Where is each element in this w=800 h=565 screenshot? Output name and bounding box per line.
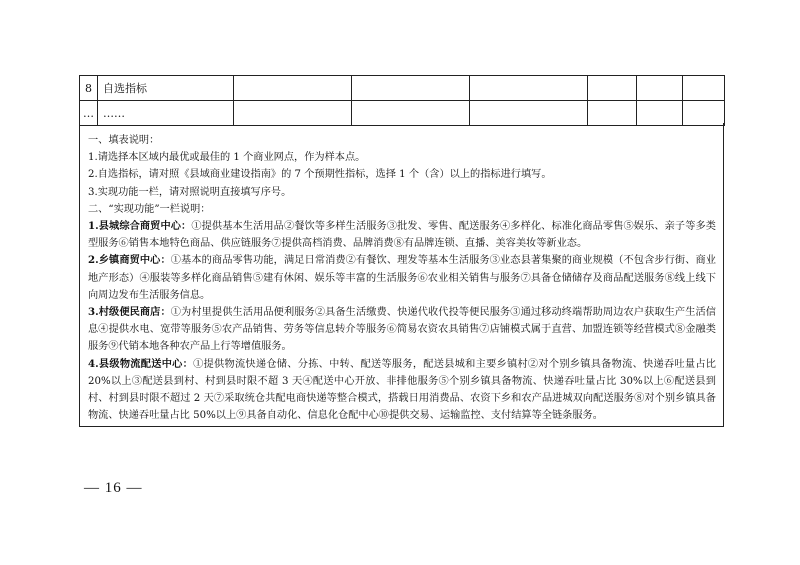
indicator-table	[79, 75, 725, 126]
function-title: 2.乡镇商贸中心：	[88, 254, 171, 267]
fill-instructions-heading: 一、填表说明：	[88, 135, 160, 146]
table-cell	[637, 101, 683, 126]
function-note	[88, 218, 716, 252]
table-row	[80, 101, 725, 126]
function-title: 3.村级便民商店：	[88, 306, 171, 319]
function-note	[88, 252, 716, 304]
table-cell	[234, 76, 352, 101]
row-number: 8	[80, 76, 98, 101]
page-number: — 16 —	[84, 480, 143, 496]
function-notes-heading: 二、“实现功能”一栏说明：	[88, 203, 211, 215]
function-text: ①提供基本生活用品②餐饮等多样生活服务③批发、零售、配送服务④多样化、标准化商品零售⑤娱乐、亲子等多类型服务⑥销售本地特色商品、供应链服务⑦提供高档消费、品牌消费⑧有品牌连锁、直播、美容美妆等新业态。	[88, 221, 716, 250]
table-row	[80, 76, 725, 101]
table-cell	[470, 101, 588, 126]
function-text: ①提供物流快递仓储、分拣、中转、配送等服务，配送县城和主要乡镇村②对个别乡镇具备物流、快递吞吐量占比 20%以上③配送县到村、村到县时限不超 3 天④配送中心开放、非排他服务⑤个别乡镇具备物流、快递吞吐量占比 30%以上⑥配送县到村、村到县时限不超过 2 天⑦采取统仓共配电商快递等整合模式，搭载日用消费品、农资下乡和农产品进城双向配送服务⑧对个别乡镇具备物流、快递吞吐量占比 50%以上⑨具备自动化、信息化仓配中心⑩提供交易、运输监控、支付结算等全链条服务。	[88, 358, 716, 422]
function-title: 4.县级物流配送中心：	[88, 357, 194, 370]
table-cell	[637, 76, 683, 101]
table-cell	[352, 101, 470, 126]
function-note	[88, 356, 716, 425]
row-number: …	[80, 101, 98, 126]
indicator-name: ……	[98, 101, 234, 126]
table-cell	[234, 101, 352, 126]
table-cell	[683, 76, 725, 101]
fill-instruction-item: 1.请选择本区域内最优或最佳的 1 个商业网点，作为样本点。	[88, 152, 366, 164]
table-cell	[683, 101, 725, 126]
table-cell	[588, 101, 637, 126]
indicator-name: 自选指标	[98, 76, 234, 101]
function-title: 1.县城综合商贸中心：	[88, 220, 192, 233]
notes-box	[79, 123, 724, 427]
fill-instruction-item: 3.实现功能一栏，请对照说明直接填写序号。	[88, 186, 292, 198]
table-cell	[588, 76, 637, 101]
table-cell	[352, 76, 470, 101]
table-cell	[470, 76, 588, 101]
fill-instruction-item: 2.自选指标，请对照《县域商业建设指南》的 7 个预期性指标，选择 1 个（含）以上的指标进行填写。	[88, 169, 552, 181]
function-note	[88, 304, 716, 356]
function-text: ①基本的商品零售功能，满足日常消费②有餐饮、理发等基本生活服务③业态县著集聚的商业规模（不包含步行街、商业地产形态）④服装等多样化商品销售⑤建有休闲、娱乐等丰富的生活服务⑥农业相关销售与服务⑦具备仓储储存及商品配送服务⑧线上线下向周边发布生活服务信息。	[88, 255, 716, 301]
function-text: ①为村里提供生活用品便利服务②具备生活缴费、快递代收代投等便民服务③通过移动终端帮助周边农户获取生产生活信息④提供水电、宽带等服务⑤农产品销售、劳务等信息转介等服务⑥简易农资农具销售⑦店铺模式属于直营、加盟连锁等经营模式⑧金融类服务⑨代销本地各种农产品上行等增值服务。	[88, 307, 716, 353]
